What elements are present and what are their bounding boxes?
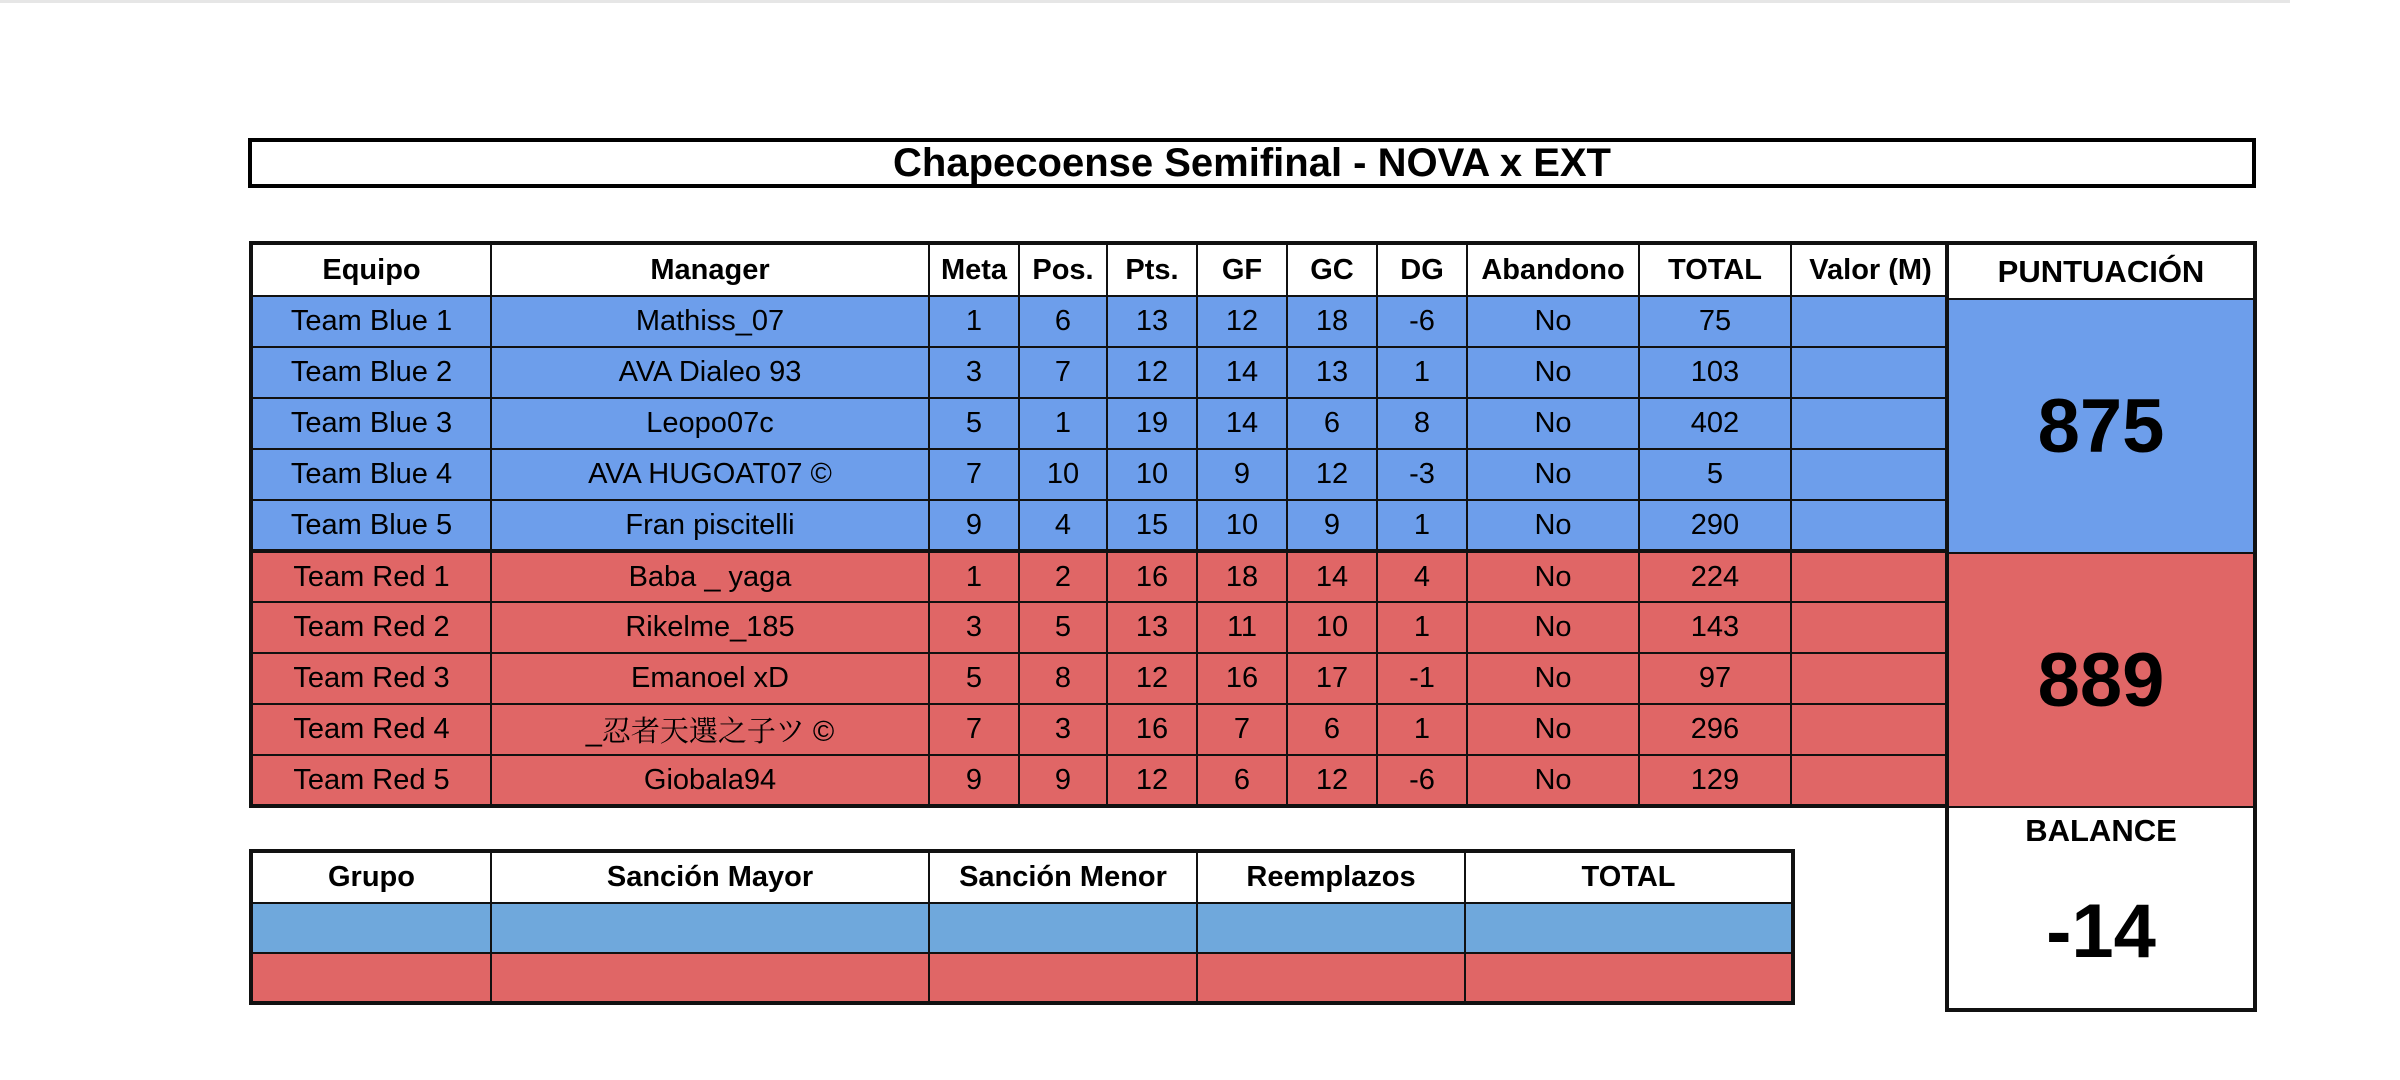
cell-valor[interactable] xyxy=(1791,500,1951,551)
cell-manager[interactable]: Giobala94 xyxy=(491,755,929,806)
cell-gf[interactable]: 11 xyxy=(1197,602,1287,653)
cell-manager[interactable]: Leopo07c xyxy=(491,398,929,449)
cell-meta[interactable]: 3 xyxy=(929,347,1019,398)
cell-abandono[interactable]: No xyxy=(1467,398,1639,449)
cell-sancion-mayor[interactable] xyxy=(491,953,929,1003)
cell-gc[interactable]: 12 xyxy=(1287,449,1377,500)
cell-manager[interactable]: AVA Dialeo 93 xyxy=(491,347,929,398)
cell-equipo[interactable]: Team Red 5 xyxy=(251,755,491,806)
cell-total[interactable]: 97 xyxy=(1639,653,1791,704)
score-header: PUNTUACIÓN xyxy=(1947,243,2255,299)
cell-abandono[interactable]: No xyxy=(1467,704,1639,755)
col-header-grupo: Grupo xyxy=(251,851,491,903)
cell-dg[interactable]: 1 xyxy=(1377,602,1467,653)
cell-pos[interactable]: 5 xyxy=(1019,602,1107,653)
table-row-blue xyxy=(251,347,1951,398)
cell-pts[interactable]: 12 xyxy=(1107,347,1197,398)
cell-pos[interactable]: 3 xyxy=(1019,704,1107,755)
cell-pos[interactable]: 8 xyxy=(1019,653,1107,704)
table-row-blue xyxy=(251,296,1951,347)
sanctions-row-red xyxy=(251,953,1793,1003)
col-header-meta: Meta xyxy=(929,243,1019,296)
cell-valor[interactable] xyxy=(1791,602,1951,653)
cell-pts[interactable]: 12 xyxy=(1107,755,1197,806)
cell-dg[interactable]: -6 xyxy=(1377,296,1467,347)
cell-valor[interactable] xyxy=(1791,755,1951,806)
cell-valor[interactable] xyxy=(1791,449,1951,500)
cell-sancion-menor[interactable] xyxy=(929,903,1197,953)
cell-gc[interactable]: 18 xyxy=(1287,296,1377,347)
cell-equipo[interactable]: Team Red 3 xyxy=(251,653,491,704)
cell-gc[interactable]: 13 xyxy=(1287,347,1377,398)
col-header-manager: Manager xyxy=(491,243,929,296)
cell-total[interactable]: 290 xyxy=(1639,500,1791,551)
cell-dg[interactable]: 4 xyxy=(1377,551,1467,602)
col-header-gf: GF xyxy=(1197,243,1287,296)
col-header-equipo: Equipo xyxy=(251,243,491,296)
cell-equipo[interactable]: Team Blue 1 xyxy=(251,296,491,347)
col-header-reemplazos: Reemplazos xyxy=(1197,851,1465,903)
cell-gc[interactable]: 17 xyxy=(1287,653,1377,704)
table-row-red xyxy=(251,602,1951,653)
cell-gf[interactable]: 6 xyxy=(1197,755,1287,806)
red-total-score: 889 xyxy=(2037,637,2165,723)
cell-meta[interactable]: 1 xyxy=(929,551,1019,602)
cell-pts[interactable]: 12 xyxy=(1107,653,1197,704)
col-header-gc: GC xyxy=(1287,243,1377,296)
cell-abandono[interactable]: No xyxy=(1467,653,1639,704)
cell-gc[interactable]: 10 xyxy=(1287,602,1377,653)
cell-abandono[interactable]: No xyxy=(1467,551,1639,602)
cell-abandono[interactable]: No xyxy=(1467,347,1639,398)
cell-pos[interactable]: 4 xyxy=(1019,500,1107,551)
cell-equipo[interactable]: Team Red 2 xyxy=(251,602,491,653)
col-header-pts: Pts. xyxy=(1107,243,1197,296)
table-row-red xyxy=(251,653,1951,704)
cell-total[interactable]: 143 xyxy=(1639,602,1791,653)
blue-total-score: 875 xyxy=(2037,383,2165,469)
cell-gc[interactable]: 6 xyxy=(1287,398,1377,449)
cell-meta[interactable]: 9 xyxy=(929,500,1019,551)
sanctions-row-blue xyxy=(251,903,1793,953)
cell-valor[interactable] xyxy=(1791,398,1951,449)
cell-abandono[interactable]: No xyxy=(1467,755,1639,806)
col-header-valor: Valor (M) xyxy=(1791,243,1951,296)
cell-equipo[interactable]: Team Blue 2 xyxy=(251,347,491,398)
col-header-pos: Pos. xyxy=(1019,243,1107,296)
cell-dg[interactable]: 8 xyxy=(1377,398,1467,449)
cell-pts[interactable]: 16 xyxy=(1107,704,1197,755)
cell-total[interactable]: 402 xyxy=(1639,398,1791,449)
cell-valor[interactable] xyxy=(1791,551,1951,602)
balance-label: BALANCE xyxy=(1947,807,2255,854)
cell-gf[interactable]: 14 xyxy=(1197,398,1287,449)
col-header-total: TOTAL xyxy=(1639,243,1791,296)
cell-gf[interactable]: 14 xyxy=(1197,347,1287,398)
col-header-dg: DG xyxy=(1377,243,1467,296)
cell-valor[interactable] xyxy=(1791,347,1951,398)
cell-abandono[interactable]: No xyxy=(1467,296,1639,347)
table-row-red xyxy=(251,755,1951,806)
cell-reemplazos[interactable] xyxy=(1197,953,1465,1003)
table-row-blue xyxy=(251,398,1951,449)
cell-gc[interactable]: 12 xyxy=(1287,755,1377,806)
cell-manager[interactable]: _忍者天選之子ツ © xyxy=(491,704,929,755)
cell-pos[interactable]: 10 xyxy=(1019,449,1107,500)
cell-pts[interactable]: 13 xyxy=(1107,296,1197,347)
cell-total[interactable]: 129 xyxy=(1639,755,1791,806)
cell-pos[interactable]: 6 xyxy=(1019,296,1107,347)
cell-meta[interactable]: 3 xyxy=(929,602,1019,653)
cell-reemplazos[interactable] xyxy=(1197,903,1465,953)
cell-total[interactable] xyxy=(1465,953,1793,1003)
cell-gc[interactable]: 9 xyxy=(1287,500,1377,551)
cell-pts[interactable]: 19 xyxy=(1107,398,1197,449)
cell-meta[interactable]: 5 xyxy=(929,398,1019,449)
cell-total[interactable]: 224 xyxy=(1639,551,1791,602)
cell-abandono[interactable]: No xyxy=(1467,500,1639,551)
cell-sancion-mayor[interactable] xyxy=(491,903,929,953)
col-header-abandono: Abandono xyxy=(1467,243,1639,296)
cell-equipo[interactable]: Team Red 1 xyxy=(251,551,491,602)
cell-dg[interactable]: 1 xyxy=(1377,347,1467,398)
cell-manager[interactable]: Fran piscitelli xyxy=(491,500,929,551)
table-row-blue xyxy=(251,500,1951,551)
cell-abandono[interactable]: No xyxy=(1467,449,1639,500)
cell-valor[interactable] xyxy=(1791,704,1951,755)
sheet-title: Chapecoense Semifinal - NOVA x EXT xyxy=(893,140,1611,185)
balance-value-cell[interactable] xyxy=(1947,854,2255,1010)
balance-value: -14 xyxy=(2046,888,2156,974)
col-header-sancion-mayor: Sanción Mayor xyxy=(491,851,929,903)
sanctions-header-row xyxy=(251,851,1793,903)
table-row-red xyxy=(251,551,1951,602)
cell-sancion-menor[interactable] xyxy=(929,953,1197,1003)
cell-total[interactable]: 103 xyxy=(1639,347,1791,398)
sheet-title-box xyxy=(248,138,2256,188)
top-divider xyxy=(0,0,2290,3)
cell-dg[interactable]: -6 xyxy=(1377,755,1467,806)
cell-gc[interactable]: 14 xyxy=(1287,551,1377,602)
cell-pts[interactable]: 13 xyxy=(1107,602,1197,653)
cell-meta[interactable]: 9 xyxy=(929,755,1019,806)
table-row-red xyxy=(251,704,1951,755)
cell-pos[interactable]: 7 xyxy=(1019,347,1107,398)
cell-manager[interactable]: Mathiss_07 xyxy=(491,296,929,347)
cell-meta[interactable]: 1 xyxy=(929,296,1019,347)
cell-pts[interactable]: 15 xyxy=(1107,500,1197,551)
red-score-cell[interactable] xyxy=(1947,553,2255,807)
cell-pos[interactable]: 9 xyxy=(1019,755,1107,806)
cell-dg[interactable]: 1 xyxy=(1377,500,1467,551)
cell-equipo[interactable]: Team Blue 4 xyxy=(251,449,491,500)
cell-meta[interactable]: 7 xyxy=(929,449,1019,500)
cell-valor[interactable] xyxy=(1791,653,1951,704)
cell-manager[interactable]: Rikelme_185 xyxy=(491,602,929,653)
cell-equipo[interactable]: Team Blue 5 xyxy=(251,500,491,551)
col-header-sancion-menor: Sanción Menor xyxy=(929,851,1197,903)
cell-equipo[interactable]: Team Blue 3 xyxy=(251,398,491,449)
cell-valor[interactable] xyxy=(1791,296,1951,347)
cell-gf[interactable]: 10 xyxy=(1197,500,1287,551)
cell-manager[interactable]: AVA HUGOAT07 © xyxy=(491,449,929,500)
cell-meta[interactable]: 7 xyxy=(929,704,1019,755)
cell-abandono[interactable]: No xyxy=(1467,602,1639,653)
cell-gf[interactable]: 7 xyxy=(1197,704,1287,755)
cell-total[interactable]: 5 xyxy=(1639,449,1791,500)
cell-gf[interactable]: 16 xyxy=(1197,653,1287,704)
cell-total[interactable]: 296 xyxy=(1639,704,1791,755)
results-header-row xyxy=(251,243,1951,296)
cell-grupo[interactable] xyxy=(251,953,491,1003)
cell-manager[interactable]: Baba _ yaga xyxy=(491,551,929,602)
cell-gf[interactable]: 12 xyxy=(1197,296,1287,347)
cell-total[interactable]: 75 xyxy=(1639,296,1791,347)
cell-pts[interactable]: 16 xyxy=(1107,551,1197,602)
col-header-total: TOTAL xyxy=(1465,851,1793,903)
results-table xyxy=(249,241,1953,808)
cell-pos[interactable]: 1 xyxy=(1019,398,1107,449)
cell-dg[interactable]: 1 xyxy=(1377,704,1467,755)
cell-dg[interactable]: -1 xyxy=(1377,653,1467,704)
score-panel xyxy=(1945,241,2257,1012)
cell-total[interactable] xyxy=(1465,903,1793,953)
blue-score-cell[interactable] xyxy=(1947,299,2255,553)
cell-gc[interactable]: 6 xyxy=(1287,704,1377,755)
cell-equipo[interactable]: Team Red 4 xyxy=(251,704,491,755)
sanctions-table xyxy=(249,849,1795,1005)
table-row-blue xyxy=(251,449,1951,500)
cell-gf[interactable]: 9 xyxy=(1197,449,1287,500)
cell-gf[interactable]: 18 xyxy=(1197,551,1287,602)
cell-manager[interactable]: Emanoel xD xyxy=(491,653,929,704)
cell-dg[interactable]: -3 xyxy=(1377,449,1467,500)
cell-grupo[interactable] xyxy=(251,903,491,953)
cell-meta[interactable]: 5 xyxy=(929,653,1019,704)
cell-pos[interactable]: 2 xyxy=(1019,551,1107,602)
cell-pts[interactable]: 10 xyxy=(1107,449,1197,500)
